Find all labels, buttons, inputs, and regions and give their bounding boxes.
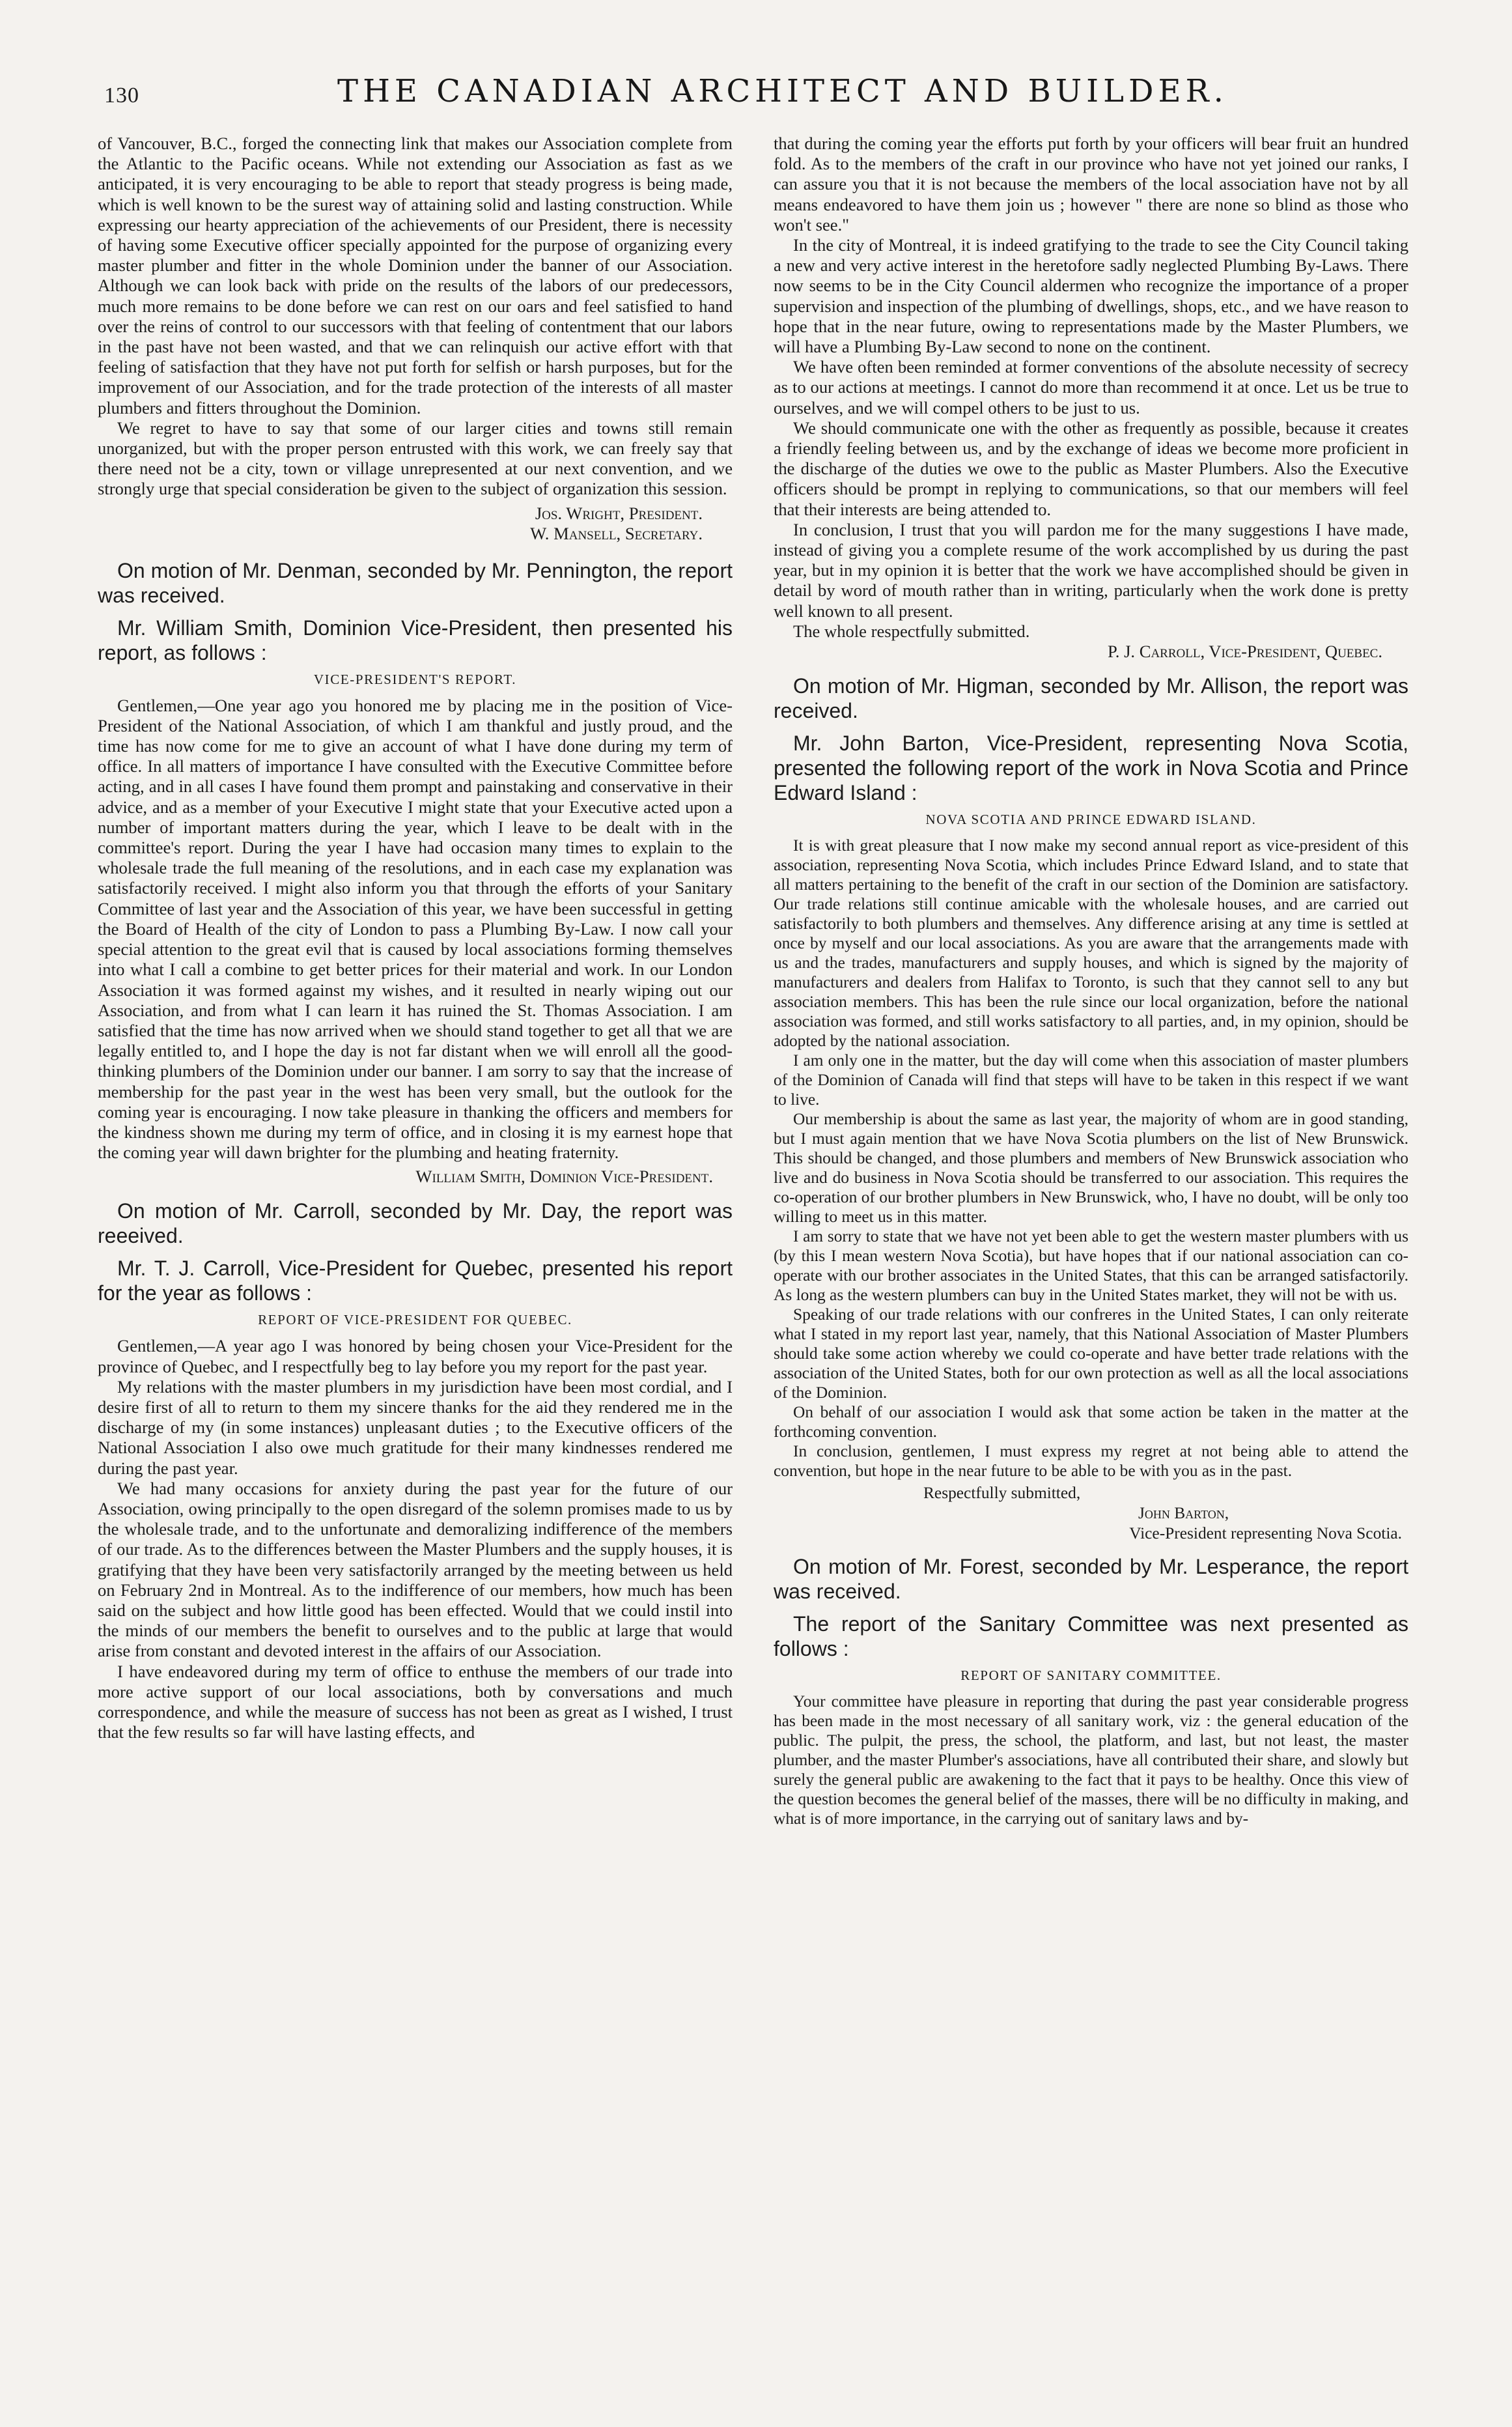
section-heading: REPORT OF VICE-PRESIDENT FOR QUEBEC. bbox=[258, 1312, 572, 1328]
paragraph: I am only one in the matter, but the day will come when this association of master plumbers of the Dominion of Canada will find that steps will have to be taken in this respect if we want to live. bbox=[774, 1051, 1408, 1109]
motion-text: On motion of Mr. Higman, seconded by Mr. Allison, the report was received. bbox=[774, 674, 1408, 723]
left-column bbox=[98, 134, 733, 1742]
section-heading: REPORT OF SANITARY COMMITTEE. bbox=[960, 1668, 1222, 1684]
signature: P. J. Carroll, Vice-President, Quebec. bbox=[1107, 642, 1382, 662]
signature-secretary: W. Mansell, Secretary. bbox=[530, 523, 703, 543]
paragraph: I am sorry to state that we have not yet been able to get the western master plumbers with us (by this I mean western Nova Scotia), but have hopes that if our national association can co-operate with our brother associates in the United States, that this can be arranged satisfactorily. As long as the western plumbers can buy in the United States market, they will not be with us. bbox=[774, 1227, 1408, 1305]
paragraph: In conclusion, I trust that you will pardon me for the many suggestions I have made, instead of giving you a complete resume of the work accomplished by us during the past year, but in my opinion it is better that the work we have accomplished should be given in detail by word of mouth rather than in writing, particularly when the work done is pretty well known to all present. bbox=[774, 519, 1408, 621]
paragraph: We have often been reminded at former conventions of the absolute necessity of secrecy as to our actions at meetings. I cannot do more than recommend it at once. Let us be true to ourselves, and we will compel others to be just to us. bbox=[774, 357, 1408, 418]
section-heading: VICE-PRESIDENT'S REPORT. bbox=[313, 671, 517, 687]
signature: William Smith, Dominion Vice-President. bbox=[415, 1167, 713, 1187]
paragraph: We should communicate one with the other as frequently as possible, because it creates a friendly feeling between us, and by the exchange of ideas we become more proficient in the discharge of the duties we owe to the public as Master Plumbers. Also the Executive officers should be prompt in replying to communications, so that our members will feel that their interests are being attended to. bbox=[774, 418, 1408, 519]
paragraph: Gentlemen,—One year ago you honored me by placing me in the position of Vice-President of the National Association, of which I am thankful and justly proud, and the time has now come for me to give an account of what I have done during my term of office. In all matters of importance I have consulted with the Executive Committee before acting, and in all cases I have found them prompt and painstaking and conservative in their advice, and as a member of your Executive I might state that your Executive acted upon a number of important matters during the year, which I leave to be dealt with in the committee's report. During the year I have had occasion many times to explain to the wholesale trade the full meaning of the resolutions, and in each case my explanation was satisfactorily received. I might also inform you that through the efforts of your Sanitary Committee of last year and the Association of this year, we have been successful in getting the Board of Health of the city of London to pass a Plumbing By-Law. I now call your special attention to the great evil that is caused by local associations forming themselves into what I call a combine to get better prices for their material and work. In our London Association it was formed against my wishes, and it resulted in nearly wiping out our Association, and from what I can learn it has ruined the St. Thomas Association. I am satisfied that the time has now arrived when we should stand together to get all that we are legally entitled to, and I hope the day is not far distant when we will enroll all the good-thinking plumbers of the Dominion under our banner. I am sorry to say that the increase of membership for the past year in the west has been very small, but the outlook for the coming year is encouraging. I now take pleasure in thanking the officers and members for the kindness shown me during my term of office, and in closing it is my earnest hope that the coming year will dawn brighter for the plumbing and heating fraternity. bbox=[98, 695, 733, 1163]
paragraph: The whole respectfully submitted. bbox=[793, 621, 1030, 641]
motion-text: Mr. T. J. Carroll, Vice-President for Quebec, presented his report for the year as follows : bbox=[98, 1256, 733, 1305]
paragraph: that during the coming year the efforts put forth by your officers will bear fruit an hundred fold. As to the members of the craft in our province who have not yet joined our ranks, I can assure you that it is not because the members of the local association have not by all means endeavored to have them join us ; however " there are none so blind as those who won't see." bbox=[774, 134, 1408, 234]
motion-text: Mr. William Smith, Dominion Vice-President, then presented his report, as follows : bbox=[98, 616, 733, 664]
paragraph: We regret to have to say that some of our larger cities and towns still remain unorganized, but with the proper person entrusted with this work, we can freely say that there need not be a city, town or village unrepresented at our next convention, and we strongly urge that special consideration be given to the subject of organization this session. bbox=[98, 418, 733, 499]
paragraph: I have endeavored during my term of office to enthuse the members of our trade into more active support of our local associations, both by conversations and much correspondence, and while the measure of success has not been as great as I wished, I trust that the few results so far will have lasting effects, and bbox=[98, 1661, 733, 1742]
signature-submitted: Respectfully submitted, bbox=[923, 1484, 1081, 1503]
signature-title: Vice-President representing Nova Scotia. bbox=[1129, 1524, 1402, 1543]
motion-text: The report of the Sanitary Committee was next presented as follows : bbox=[774, 1612, 1408, 1661]
page-header bbox=[104, 73, 1426, 112]
paragraph: We had many occasions for anxiety during the past year for the future of our Association, owing principally to the open disregard of the solemn promises made to us by the wholesale trade, and to the unfortunate and demoralizing indifference of the members of our trade. As to the differences between the Master Plumbers and the supply houses, it is gratifying that they have been very satisfactorily arranged by the meeting between us held on February 2nd in Montreal. As to the indifference of our members, how much has been said on the subject and how little good has been effected. Would that we could instil into the minds of our members the benefit to ourselves and to the public at large that would arise from constant and devoted interest in the affairs of our Association. bbox=[98, 1478, 733, 1661]
paragraph: It is with great pleasure that I now make my second annual report as vice-president of this association, representing Nova Scotia, which includes Prince Edward Island, and to state that all matters pertaining to the benefit of the craft in our section of the Dominion are satisfactory. Our trade relations still continue amicable with the wholesale houses, and are carried out satisfactorily to both plumbers and themselves. Any difference arising at any time is settled at once by myself and our local associations. As you are aware that the arrangements made with us and the trades, manufacturers and supply houses, and which is signed by the majority of manufacturers and dealers from Halifax to Toronto, is such that they cannot sell to any but association members. This has been the rule since our local organization, before the national association was formed, and still works satisfactory to all parties, and, in my opinion, should be adopted by the national association. bbox=[774, 836, 1408, 1051]
masthead-title: THE CANADIAN ARCHITECT AND BUILDER. bbox=[337, 73, 1228, 109]
paragraph: On behalf of our association I would ask that some action be taken in the matter at the forthcoming convention. bbox=[774, 1403, 1408, 1441]
paragraph: In the city of Montreal, it is indeed gratifying to the trade to see the City Council taking a new and very active interest in the heretofore sadly neglected Plumbing By-Laws. There now seems to be in the City Council aldermen who recognize the importance of a proper supervision and inspection of the plumbing of dwellings, shops, etc., and we have reason to hope that in the near future, owing to representations made by the Master Plumbers, we will have a Plumbing By-Law second to none on the continent. bbox=[774, 235, 1408, 357]
motion-text: On motion of Mr. Carroll, seconded by Mr. Day, the report was reeeived. bbox=[98, 1199, 733, 1248]
paragraph: Speaking of our trade relations with our confreres in the United States, I can only reiterate what I stated in my report last year, namely, that this National Association of Master Plumbers should take some action whereby we could co-operate and have better trade relations with the association of the United States, both for our own protection as well as all the local associations of the Dominion. bbox=[774, 1305, 1408, 1402]
paragraph: My relations with the master plumbers in my jurisdiction have been most cordial, and I desire first of all to return to them my sincere thanks for the aid they rendered me in the discharge of my (in some instances) unpleasant duties ; to the Executive officers of the National Association I also owe much gratitude for their many kindnesses rendered me during the past year. bbox=[98, 1376, 733, 1478]
page-number: 130 bbox=[104, 83, 139, 107]
paragraph: Your committee have pleasure in reporting that during the past year considerable progress has been made in the most necessary of all sanitary work, viz : the general education of the public. The pulpit, the press, the school, the platform, and last, but not least, the master plumber, and the master Plumber's associations, have all contributed their share, and slowly but surely the general public are awakening to the fact that it pays to be healthy. Once this view of the question becomes the general belief of the masses, there will be no difficulty in making, and what is of more importance, in the carrying out of sanitary laws and by- bbox=[774, 1692, 1408, 1828]
motion-text: Mr. John Barton, Vice-President, representing Nova Scotia, presented the following report of the work in Nova Scotia and Prince Edward Island : bbox=[774, 731, 1408, 805]
right-column bbox=[774, 134, 1408, 1828]
signature-president: Jos. Wright, President. bbox=[535, 503, 703, 523]
signature-name: John Barton, bbox=[1138, 1504, 1229, 1523]
section-heading: NOVA SCOTIA AND PRINCE EDWARD ISLAND. bbox=[925, 812, 1257, 828]
paragraph: Our membership is about the same as last year, the majority of whom are in good standing, but I must again mention that we have Nova Scotia plumbers on the list of New Brunswick. This should be changed, and those plumbers and members of New Brunswick association who live and do business in Nova Scotia should be transferred to our association. This requires the co-operation of our brother plumbers in New Brunswick, who, I have no doubt, will be only too willing to meet us in this matter. bbox=[774, 1110, 1408, 1227]
paragraph: In conclusion, gentlemen, I must express my regret at not being able to attend the convention, but hope in the near future to be able to be with you as in the past. bbox=[774, 1442, 1408, 1481]
motion-text: On motion of Mr. Denman, seconded by Mr. Pennington, the report was received. bbox=[98, 558, 733, 607]
paragraph: Gentlemen,—A year ago I was honored by being chosen your Vice-President for the province of Quebec, and I respectfully beg to lay before you my report for the past year. bbox=[98, 1336, 733, 1376]
motion-text: On motion of Mr. Forest, seconded by Mr. Lesperance, the report was received. bbox=[774, 1555, 1408, 1604]
paragraph: of Vancouver, B.C., forged the connecting link that makes our Association complete from the Atlantic to the Pacific oceans. While not extending our Association as fast as we anticipated, it is very encouraging to be able to report that steady progress is being made, which is well known to be the surest way of attaining solid and lasting construction. While expressing our hearty appreciation of the achievements of our President, there is necessity of having some Executive officer specially appointed for the purpose of organizing every master plumber and fitter in the whole Dominion under the banner of our Association. Although we can look back with pride on the results of the labors of our predecessors, much more remains to be done before we can rest on our oars and feel satisfied to hand over the reins of control to our successors with that feeling of contentment that our labors in the past have not been wasted, and that we can relinquish our active effort with that feeling of satisfaction that they have not put forth for selfish or harsh purposes, but for the improvement of our Association, and for the trade protection of the interests of all master plumbers and fitters throughout the Dominion. bbox=[98, 134, 733, 418]
